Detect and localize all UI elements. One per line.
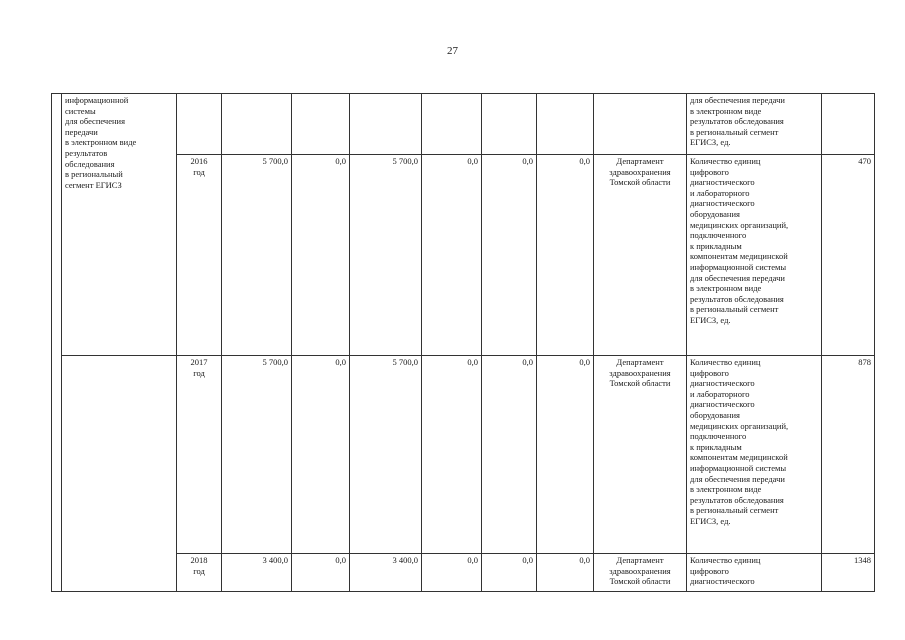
number-cell bbox=[52, 94, 62, 592]
event-name-cell bbox=[62, 356, 177, 592]
indicator-cell: Количество единиц цифрового диагностического и лабораторного диагностического оборудования медицинских организаций, подключенного к прикладным компонентам медицинской информационной системы для обеспечения передачи в электронном виде результатов обследования в региональный сегмент ЕГИСЗ, ед. bbox=[687, 356, 822, 554]
executor-cell: Департамент здравоохранения Томской области bbox=[594, 554, 687, 592]
year-cell: 2016 год bbox=[177, 155, 222, 356]
executor-cell: Департамент здравоохранения Томской области bbox=[594, 356, 687, 554]
table-row bbox=[52, 356, 875, 554]
regional-cell: 5 700,0 bbox=[350, 356, 422, 554]
regional-cell: 3 400,0 bbox=[350, 554, 422, 592]
other2-cell: 0,0 bbox=[537, 356, 594, 554]
federal-cell: 0,0 bbox=[292, 356, 350, 554]
federal-cell: 0,0 bbox=[292, 155, 350, 356]
federal-cell: 0,0 bbox=[292, 554, 350, 592]
table-row bbox=[52, 94, 875, 155]
page-number: 27 bbox=[447, 45, 458, 57]
indicator-value-cell: 878 bbox=[822, 356, 875, 554]
year-cell: 2017 год bbox=[177, 356, 222, 554]
local-cell: 0,0 bbox=[422, 554, 482, 592]
indicator-cell: Количество единиц цифрового диагностического bbox=[687, 554, 822, 592]
program-table bbox=[51, 93, 875, 592]
regional-cell: 5 700,0 bbox=[350, 155, 422, 356]
executor-cell: Департамент здравоохранения Томской области bbox=[594, 155, 687, 356]
indicator-cell: Количество единиц цифрового диагностического и лабораторного диагностического оборудования медицинских организаций, подключенного к прикладным компонентам медицинской информационной системы для обеспечения передачи в электронном виде результатов обследования в региональный сегмент ЕГИСЗ, ед. bbox=[687, 155, 822, 356]
total-cell: 3 400,0 bbox=[222, 554, 292, 592]
indicator-value-cell: 470 bbox=[822, 155, 875, 356]
indicator-value-cell: 1348 bbox=[822, 554, 875, 592]
local-cell: 0,0 bbox=[422, 155, 482, 356]
other1-cell: 0,0 bbox=[482, 356, 537, 554]
year-cell: 2018 год bbox=[177, 554, 222, 592]
indicator-cell: для обеспечения передачи в электронном виде результатов обследования в региональный сегмент ЕГИСЗ, ед. bbox=[687, 94, 822, 155]
other1-cell: 0,0 bbox=[482, 155, 537, 356]
total-cell: 5 700,0 bbox=[222, 155, 292, 356]
total-cell: 5 700,0 bbox=[222, 356, 292, 554]
other1-cell: 0,0 bbox=[482, 554, 537, 592]
event-name-cell: информационной системы для обеспечения передачи в электронном виде результатов обследования в региональный сегмент ЕГИСЗ bbox=[62, 94, 177, 356]
other2-cell: 0,0 bbox=[537, 554, 594, 592]
other2-cell: 0,0 bbox=[537, 155, 594, 356]
local-cell: 0,0 bbox=[422, 356, 482, 554]
